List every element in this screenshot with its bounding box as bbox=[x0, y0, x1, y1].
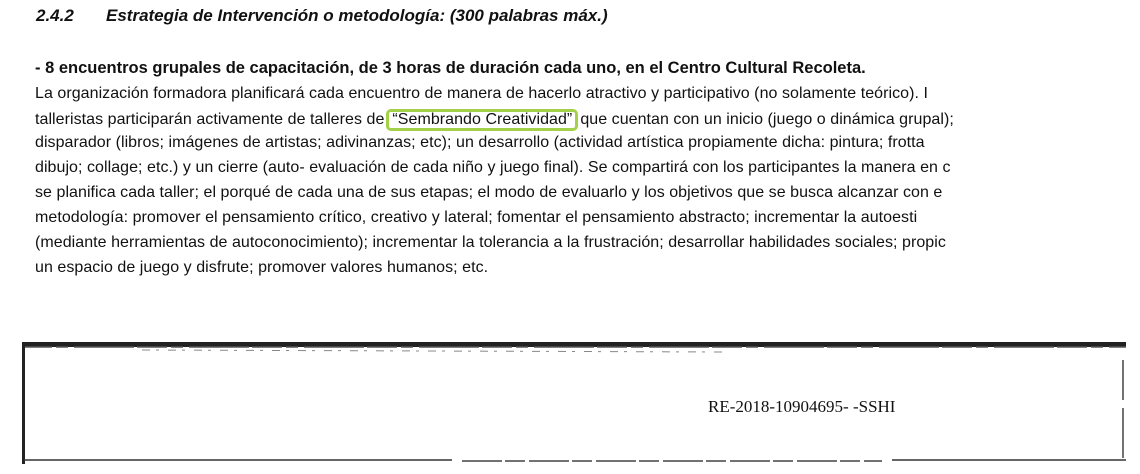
document-reference-number: RE-2018-10904695- -SSHI bbox=[708, 397, 896, 416]
highlighted-program-name: “Sembrando Creatividad” bbox=[386, 109, 578, 131]
paragraph-line: metodología: promover el pensamiento crítico, creativo y lateral; fomentar el pensamiento abstracto; incrementar la autoesti bbox=[35, 209, 918, 226]
stamp-border bbox=[22, 340, 1126, 464]
paragraph-text: talleristas participarán activamente de talleres de bbox=[35, 111, 385, 128]
paragraph-line: (mediante herramientas de autoconocimiento); incrementar la tolerancia a la frustración; desarrollar habilidades sociales; propic bbox=[35, 234, 946, 251]
paragraph-line: La organización formadora planificará cada encuentro de manera de hacerlo atractivo y participativo (no solamente teórico). I bbox=[35, 85, 928, 102]
paragraph-line: se planifica cada taller; el porqué de cada una de sus etapas; el modo de evaluarlo y los objetivos que se busca alcanzar con e bbox=[35, 184, 943, 201]
paragraph-line: disparador (libros; imágenes de artistas; adivinanzas; etc); un desarrollo (actividad artística propiamente dicha: pintura; frotta bbox=[35, 134, 925, 151]
section-title: Estrategia de Intervención o metodología: (300 palabras máx.) bbox=[106, 6, 608, 25]
paragraph-line: un espacio de juego y disfrute; promover valores humanos; etc. bbox=[35, 259, 489, 276]
paragraph-line bbox=[35, 109, 954, 131]
document-stamp-frame bbox=[22, 340, 1126, 464]
paragraph-text: que cuentan con un inicio (juego o dinámica grupal); bbox=[580, 111, 954, 128]
section-heading bbox=[36, 6, 608, 26]
paragraph-line: dibujo; collage; etc.) y un cierre (auto- evaluación de cada niño y juego final). Se compartirá con los participantes la manera en c bbox=[35, 159, 951, 176]
section-number: 2.4.2 bbox=[36, 6, 74, 25]
bullet-item: - 8 encuentros grupales de capacitación, de 3 horas de duración cada uno, en el Centro Cultural Recoleta. bbox=[35, 59, 866, 77]
